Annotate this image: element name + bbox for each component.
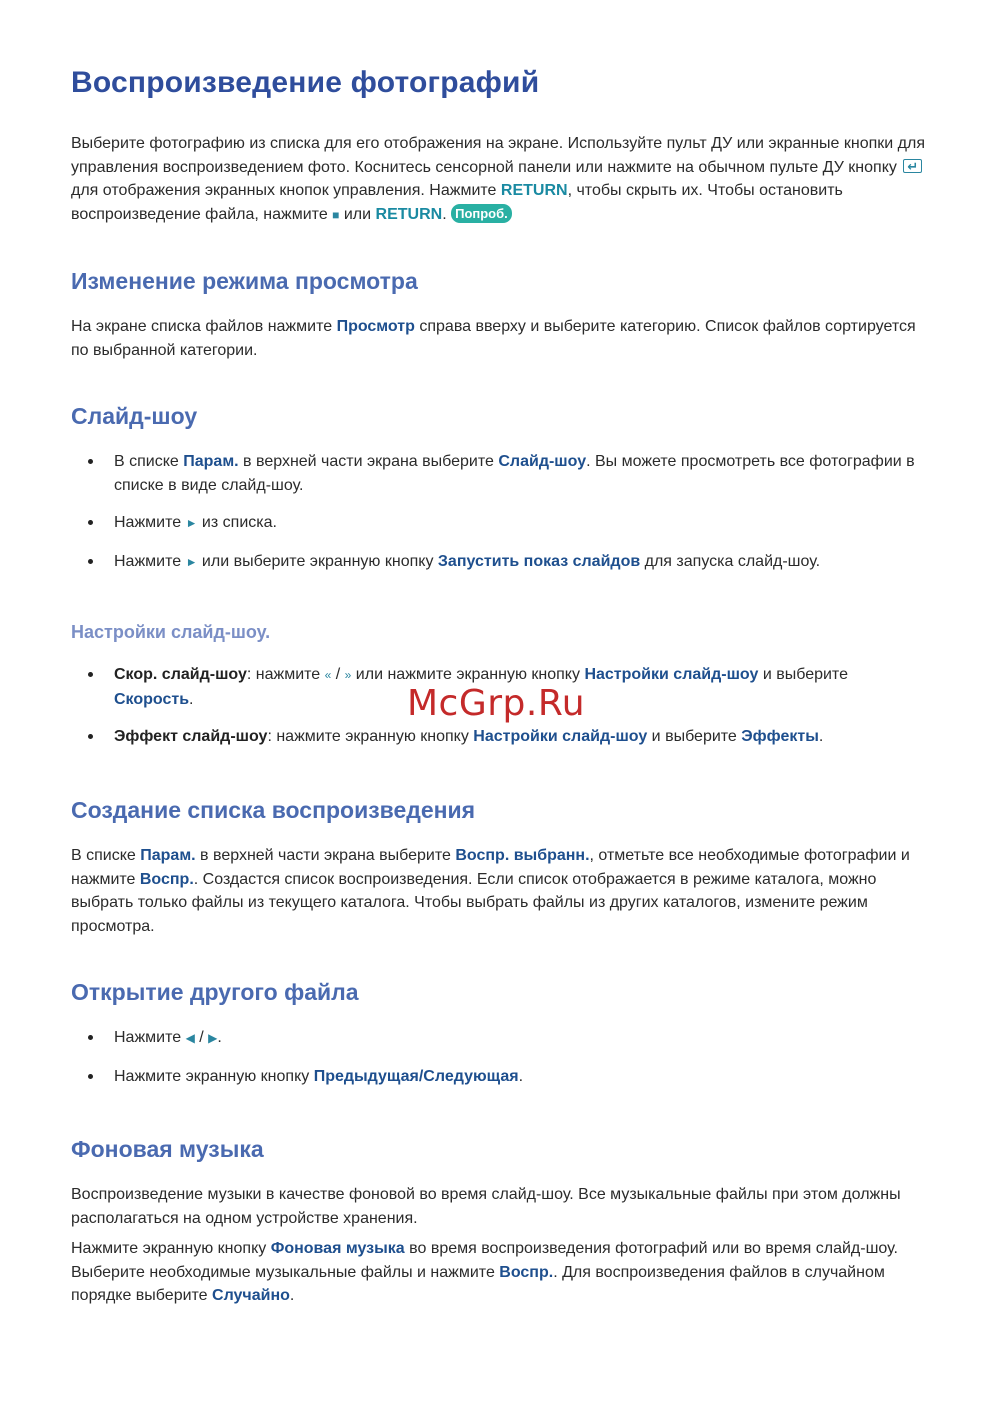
- left-arrow-icon: ◀: [185, 1031, 195, 1045]
- section-heading-playlist: Создание списка воспроизведения: [71, 797, 476, 823]
- fast-forward-icon: »: [344, 668, 352, 682]
- page-title: Воспроизведение фотографий: [71, 66, 540, 99]
- watermark-text: McGrp.Ru: [407, 683, 586, 724]
- list-item: Нажмите ► или выберите экранную кнопку Запустить показ слайдов для запуска слайд-шоу.: [71, 550, 931, 575]
- list-item: В списке Парам. в верхней части экрана выберите Слайд-шоу. Вы можете просмотреть все фотографии в списке в виде слайд-шоу.: [71, 450, 931, 497]
- list-item: Скор. слайд-шоу: нажмите « / » или нажмите экранную кнопку Настройки слайд-шоу и выберите Скорость.: [71, 663, 931, 711]
- return-keyword: RETURN: [375, 205, 443, 223]
- enter-button-icon: [903, 159, 922, 173]
- rewind-icon: «: [324, 668, 332, 682]
- view-mode-paragraph: На экране списка файлов нажмите Просмотр справа вверху и выберите категорию. Список файлов сортируется по выбранной категории.: [71, 318, 916, 359]
- return-keyword: RETURN: [500, 182, 568, 199]
- section-heading-open-other-file: Открытие другого файла: [71, 979, 359, 1005]
- keyword-view: Просмотр: [336, 318, 415, 335]
- section-heading-slideshow: Слайд-шоу: [71, 403, 198, 429]
- right-arrow-icon: ▶: [208, 1031, 218, 1045]
- list-item: Эффект слайд-шоу: нажмите экранную кнопку Настройки слайд-шоу и выберите Эффекты.: [71, 725, 931, 749]
- open-other-list: [71, 1026, 931, 1088]
- play-icon: ►: [185, 516, 198, 530]
- section-heading-view-mode: Изменение режима просмотра: [71, 268, 418, 294]
- slideshow-list: [71, 450, 931, 574]
- background-music-paragraph-2: Нажмите экранную кнопку Фоновая музыка во время воспроизведения фотографий или во время слайд-шоу. Выберите необходимые музыкальные файлы и нажмите Воспр.. Для воспроизведения файлов в случайном порядке выберите Случайно.: [71, 1240, 898, 1304]
- list-item: Нажмите ◀ / ▶.: [71, 1026, 931, 1051]
- try-it-button[interactable]: Попроб.: [451, 204, 512, 223]
- list-item: Нажмите экранную кнопку Предыдущая/Следующая.: [71, 1065, 931, 1089]
- playlist-paragraph: В списке Парам. в верхней части экрана выберите Воспр. выбранн., отметьте все необходимые фотографии и нажмите Воспр.. Создастся список воспроизведения. Если список отображается в режиме каталога, можно выбрать только файлы из текущего каталога. Чтобы выбрать файлы из других каталогов, измените режим просмотра.: [71, 847, 910, 935]
- play-icon: ►: [185, 554, 198, 569]
- list-item: Нажмите ► из списка.: [71, 511, 931, 536]
- section-heading-background-music: Фоновая музыка: [71, 1136, 264, 1162]
- subsection-heading-slideshow-settings: Настройки слайд-шоу.: [71, 622, 271, 642]
- stop-icon: ■: [332, 207, 340, 222]
- intro-paragraph: Выберите фотографию из списка для его отображения на экране. Используйте пульт ДУ или экранные кнопки для управления воспроизведением фото. Коснитесь сенсорной панели или нажмите на обычном пульте ДУ кнопку ↵ для отображения экранных кнопок управления. Нажмите RETURN, чтобы скрыть их. Чтобы остановить воспроизведение файла, нажмите ■ или RETURN. Попроб.: [71, 132, 931, 227]
- background-music-paragraph-1: Воспроизведение музыки в качестве фоновой во время слайд-шоу. Все музыкальные файлы при этом должны располагаться на одном устройстве хранения.: [71, 1186, 901, 1227]
